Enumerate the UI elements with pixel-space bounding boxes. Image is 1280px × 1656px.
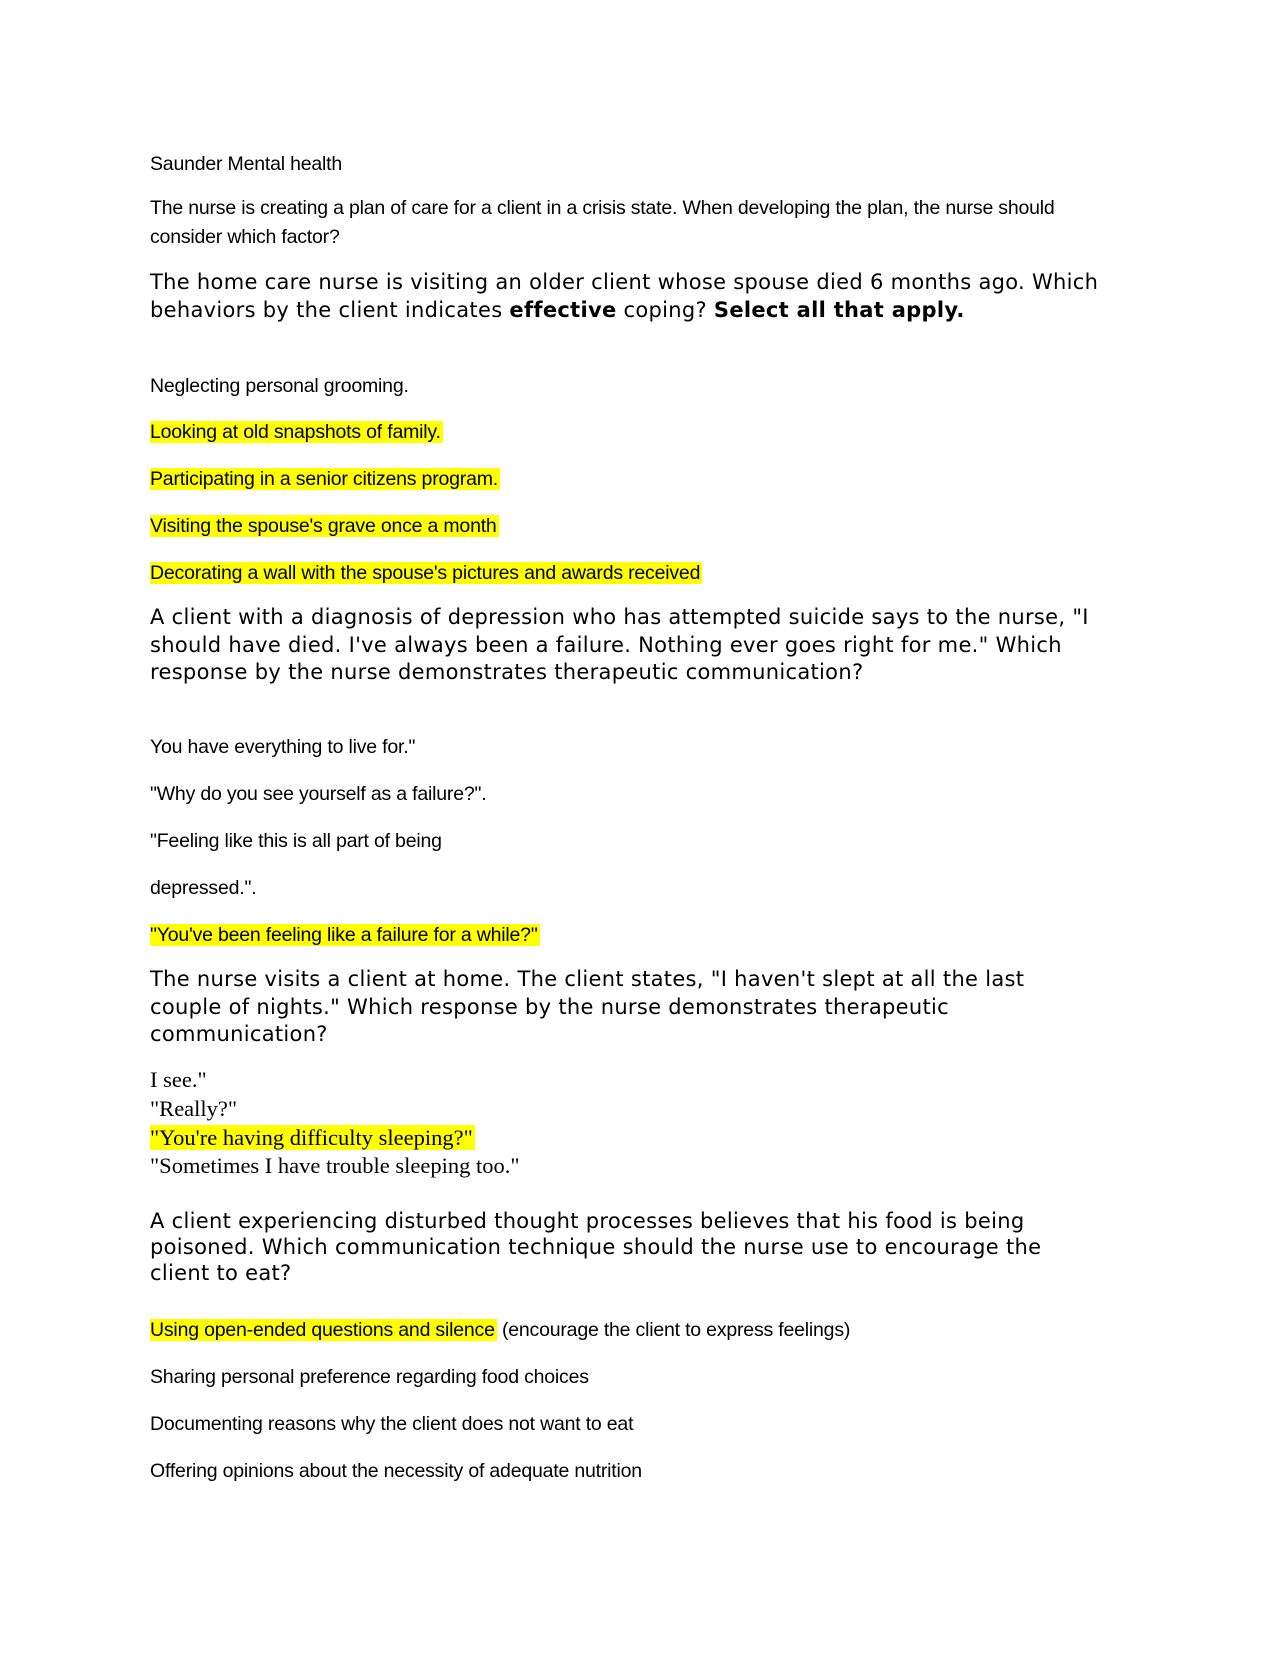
q2-stem: A client with a diagnosis of depression who has attempted suicide says to the nurse, "I should have died. I've always been a failure. Nothing ever goes right for me." Which response by the nurse demonstrates therapeutic communication?: [150, 605, 1089, 684]
q4-option-1-text: Using open-ended questions and silence: [150, 1319, 495, 1341]
q2-option-2: [150, 780, 1140, 809]
q1-option-4: [150, 512, 1140, 541]
q3-options: [150, 1066, 1140, 1181]
q2-option-3-continued: [150, 874, 1140, 903]
q3-option-2: [150, 1095, 1140, 1124]
q1-stem-bold-select-all: Select all that apply.: [713, 297, 965, 322]
q3-option-1: [150, 1066, 1140, 1095]
q1-option-5-text: Decorating a wall with the spouse's pictures and awards received: [150, 562, 701, 584]
q4-option-4-text: Offering opinions about the necessity of adequate nutrition: [150, 1460, 642, 1482]
q2-option-4: [150, 921, 1140, 950]
q1-stem-part2: coping?: [616, 297, 714, 322]
q1-stem: [150, 269, 1100, 324]
q3-option-3: [150, 1124, 1140, 1153]
q1-option-4-text: Visiting the spouse's grave once a month: [150, 515, 497, 537]
q1-stem-part1: The home care nurse is visiting an older client whose spouse died 6 months ago. Which behaviors by the client indicates: [150, 270, 1099, 322]
intro-question: The nurse is creating a plan of care for a client in a crisis state. When developing the plan, the nurse should consider which factor?: [150, 197, 1055, 248]
q3-option-4: [150, 1152, 1140, 1181]
q2-option-1-text: You have everything to live for.": [150, 736, 416, 758]
q2-option-3-continued-text: depressed.".: [150, 877, 257, 899]
q1-option-1: [150, 372, 1140, 401]
q2-option-2-text: "Why do you see yourself as a failure?".: [150, 783, 487, 805]
q3-option-3-text: "You're having difficulty sleeping?": [150, 1124, 473, 1150]
q2-option-1: [150, 733, 1140, 762]
q1-option-2-text: Looking at old snapshots of family.: [150, 421, 441, 443]
q4-answer-note: (encourage the client to express feelings): [496, 1319, 851, 1341]
q1-option-3-text: Participating in a senior citizens program.: [150, 468, 498, 490]
q1-option-1-text: Neglecting personal grooming.: [150, 375, 409, 397]
q2-option-3: [150, 827, 1140, 856]
q1-stem-bold-effective: effective: [509, 297, 617, 322]
q3-option-2-text: "Really?": [150, 1095, 238, 1121]
q2-option-4-text: "You've been feeling like a failure for a while?": [150, 924, 538, 946]
q1-option-5: [150, 559, 1140, 588]
document-title: Saunder Mental health: [150, 153, 343, 175]
q4-option-4: [150, 1457, 1140, 1486]
q3-option-1-text: I see.": [150, 1067, 207, 1092]
q4-option-2-text: Sharing personal preference regarding food choices: [150, 1366, 589, 1388]
q1-option-2: [150, 418, 1140, 447]
q1-option-3: [150, 465, 1140, 494]
q3-stem: The nurse visits a client at home. The client states, "I haven't slept at all the last couple of nights." Which response by the nurse demonstrates therapeutic communication?: [150, 967, 1025, 1046]
q4-option-3: [150, 1410, 1140, 1439]
q4-option-1: [150, 1316, 1140, 1345]
q4-stem: A client experiencing disturbed thought processes believes that his food is being poisoned. Which communication technique should the nurse use to encourage the client to eat?: [150, 1209, 1042, 1285]
q4-option-2: [150, 1363, 1140, 1392]
q4-option-3-text: Documenting reasons why the client does not want to eat: [150, 1413, 634, 1435]
q2-option-3-text: "Feeling like this is all part of being: [150, 830, 442, 852]
q3-option-4-text: "Sometimes I have trouble sleeping too.": [150, 1153, 520, 1179]
